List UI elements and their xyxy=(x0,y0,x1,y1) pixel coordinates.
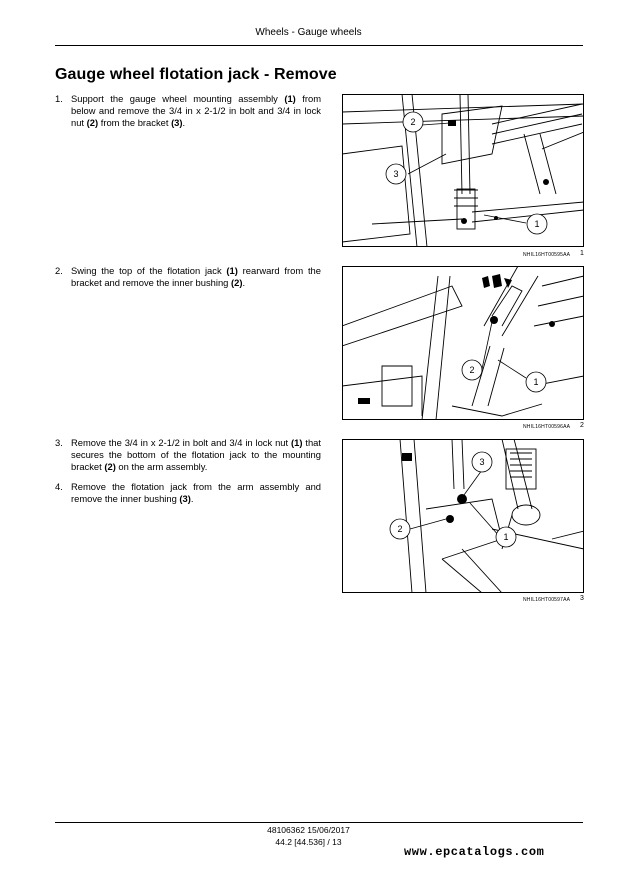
callout-number: 1 xyxy=(533,377,539,387)
step-text-segment: . xyxy=(190,493,194,504)
step-text-segment: Support the gauge wheel mounting assembly xyxy=(71,93,285,104)
step-3 xyxy=(55,437,321,473)
figure-3-photo xyxy=(342,439,584,593)
footer-page-ref: 44.2 [44.536] / 13 xyxy=(275,837,342,847)
step-text-segment: from the bracket xyxy=(98,117,172,128)
step-1 xyxy=(55,93,321,129)
header-rule xyxy=(55,45,583,46)
figure-code: NHIL16HT00597AA xyxy=(523,597,571,603)
step-number: 1. xyxy=(55,93,63,104)
step-number: 3. xyxy=(55,437,63,448)
step-number: 2. xyxy=(55,265,63,276)
step-text xyxy=(71,265,321,289)
step-2 xyxy=(55,265,321,289)
callout-reference: (3) xyxy=(171,117,183,128)
step-text-segment: Remove the flotation jack from the arm assembly and remove the inner bushing xyxy=(71,481,321,504)
step-text xyxy=(71,437,321,473)
step-text xyxy=(71,93,321,129)
callout-reference: (2) xyxy=(104,461,116,472)
footer-doc-ref: 48106362 15/06/2017 xyxy=(267,825,350,835)
callout-reference: (1) xyxy=(291,437,303,448)
footer-rule xyxy=(55,822,583,823)
callout-number: 1 xyxy=(503,532,509,542)
callout-reference: (3) xyxy=(179,493,191,504)
step-text-segment: from below and remove the 3/4 in x 2-1/2 in bolt and 3/4 in lock nut xyxy=(71,93,321,128)
figure-number: 2 xyxy=(580,422,584,429)
figure-code: NHIL16HT00596AA xyxy=(523,424,571,430)
step-text-segment: Remove the 3/4 in x 2-1/2 in bolt and 3/4 in lock nut xyxy=(71,437,291,448)
step-number: 4. xyxy=(55,481,63,492)
callout-number: 2 xyxy=(469,365,475,375)
callout-number: 2 xyxy=(410,117,416,127)
callout-reference: (2) xyxy=(86,117,99,128)
step-text-segment: that secures the bottom of the flotation jack to the mounting bracket xyxy=(71,437,321,472)
figure-2-photo xyxy=(342,266,584,420)
callout-reference: (1) xyxy=(226,265,238,276)
step-text-segment: on the arm assembly. xyxy=(115,461,208,472)
figure-code: NHIL16HT00595AA xyxy=(523,252,571,258)
step-text-segment: . xyxy=(182,117,186,128)
figure-1-photo xyxy=(342,94,584,247)
callout-number: 3 xyxy=(479,457,485,467)
callout-reference: (2) xyxy=(231,277,243,288)
step-4 xyxy=(55,481,321,505)
callout-number: 2 xyxy=(397,524,403,534)
step-text-segment: rearward from the bracket and remove the inner bushing xyxy=(71,265,321,288)
watermark-text: www.epcatalogs.com xyxy=(404,845,545,859)
figure-number: 3 xyxy=(580,595,584,602)
callout-reference: (1) xyxy=(284,93,296,104)
step-text-segment: . xyxy=(242,277,246,288)
step-text-segment: Swing the top of the flotation jack xyxy=(71,265,227,276)
section-title: Gauge wheel flotation jack - Remove xyxy=(55,66,337,83)
callout-number: 3 xyxy=(393,169,399,179)
callout-number: 1 xyxy=(534,219,540,229)
running-header: Wheels - Gauge wheels xyxy=(255,27,362,38)
step-text xyxy=(71,481,321,505)
figure-number: 1 xyxy=(580,250,584,257)
